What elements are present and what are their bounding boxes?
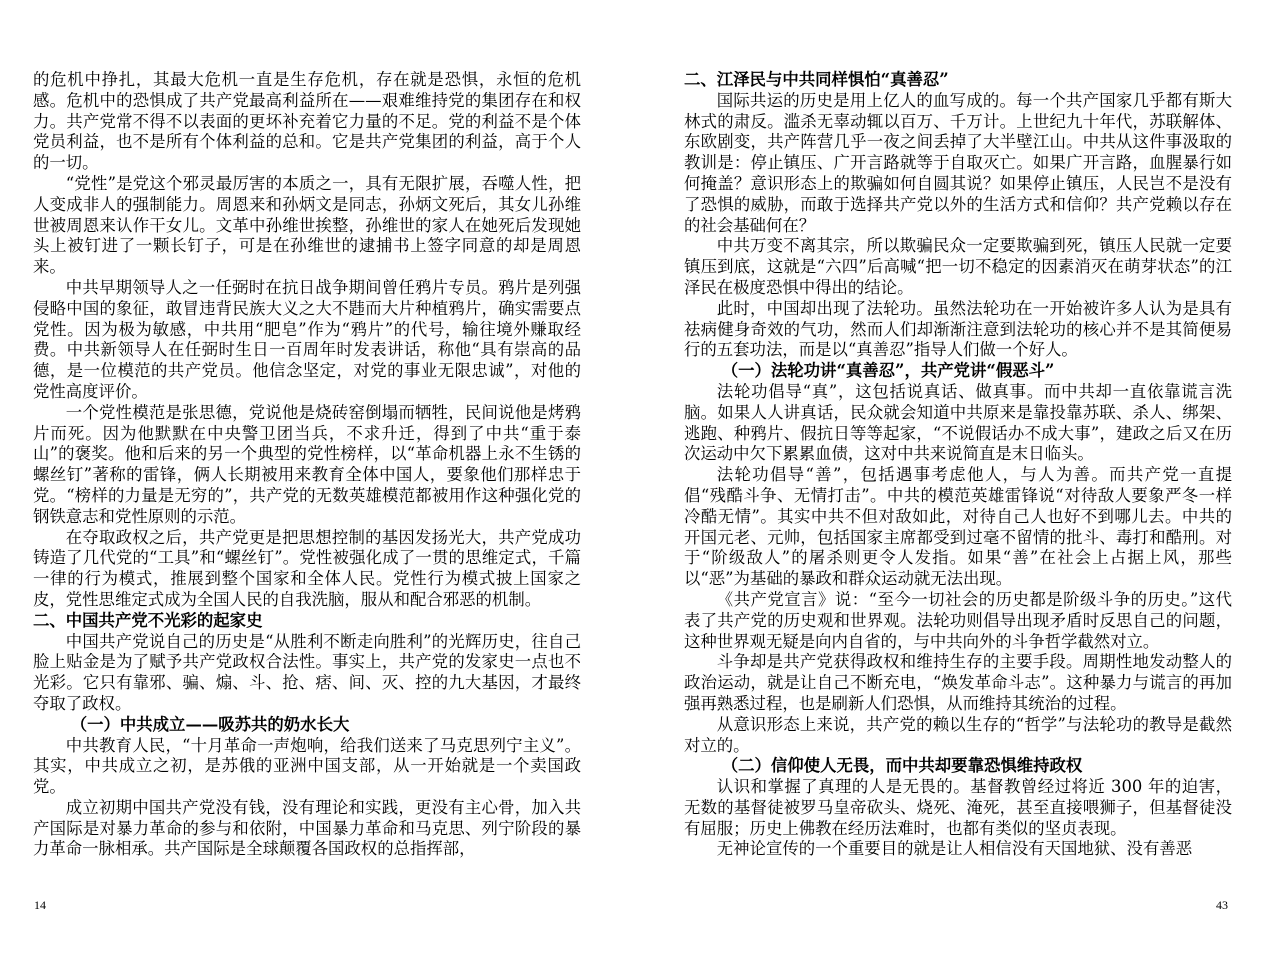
paragraph: 在夺取政权之后，共产党更是把思想控制的基因发扬光大，共产党成功铸造了几代党的“工具”和“螺丝钉”。党性被强化成了一贯的思维定式，千篇一律的行为模式，推展到整个国家和全体人民。党性行为模式披上国家之皮，党性思维定式成为全国人民的自我洗脑，服从和配合邪恶的机制。	[33, 527, 581, 609]
paragraph: 的危机中挣扎，其最大危机一直是生存危机，存在就是恐惧，永恒的危机感。危机中的恐惧成了共产党最高利益所在——艰难维持党的集团存在和权力。共产党常不得不以表面的更坏补充着它力量的不足。党的利益不是个体党员利益，也不是所有个体利益的总和。它是共产党集团的利益，高于个人的一切。	[33, 70, 581, 173]
paragraph: 斗争却是共产党获得政权和维持生存的主要手段。周期性地发动整人的政治运动，就是让自己不断充电，“焕发革命斗志”。这种暴力与谎言的再加强再熟悉过程，也是刷新人们恐惧，从而维持其统治的过程。	[684, 652, 1232, 713]
paragraph: 认识和掌握了真理的人是无畏的。基督教曾经过将近 300 年的迫害，无数的基督徒被罗马皇帝砍头、烧死、淹死，甚至直接喂狮子，但基督徒没有屈服；历史上佛教在经历法难时，也都有类似的坚贞表现。	[684, 777, 1232, 838]
section-heading: （一）法轮功讲“真善忍”，共产党讲“假恶斗”	[721, 361, 1055, 381]
paragraph: 一个党性模范是张思德，党说他是烧砖窑倒塌而牺牲，民间说他是烤鸦片而死。因为他默默在中央警卫团当兵，不求升迁，得到了中共“重于泰山”的褒奖。他和后来的另一个典型的党性榜样，以“革命机器上永不生锈的螺丝钉”著称的雷锋，俩人长期被用来教育全体中国人，要象他们那样忠于党。“榜样的力量是无穷的”，共产党的无数英雄模范都被用作这种强化党的钢铁意志和党性原则的示范。	[33, 402, 581, 526]
page-number-right: 43	[1216, 898, 1228, 912]
paragraph: 中共万变不离其宗，所以欺骗民众一定要欺骗到死，镇压人民就一定要镇压到底，这就是“六四”后高喊“把一切不稳定的因素消灭在萌芽状态”的江泽民在极度恐惧中得出的结论。	[684, 236, 1232, 297]
paragraph: 法轮功倡导“真”，这包括说真话、做真事。而中共却一直依靠谎言洗脑。如果人人讲真话，民众就会知道中共原来是靠投靠苏联、杀人、绑架、逃跑、种鸦片、假抗日等等起家，“不说假话办不成大事”，建政之后又在历次运动中欠下累累血债，这对中共来说简直是末日临头。	[684, 381, 1232, 464]
paragraph: 中共早期领导人之一任弼时在抗日战争期间曾任鸦片专员。鸦片是列强侵略中国的象征，敢冒违背民族大义之大不韪而大片种植鸦片，确实需要点党性。因为极为敏感，中共用“肥皂”作为“鸦片”的代号，输往境外赚取经费。中共新领导人在任弼时生日一百周年时发表讲话，称他“具有崇高的品德，是一位模范的共产党员。他信念坚定，对党的事业无限忠诚”，对他的党性高度评价。	[33, 277, 581, 401]
paragraph: 中国共产党说自己的历史是“从胜利不断走向胜利”的光辉历史，往自己脸上贴金是为了赋予共产党政权合法性。事实上，共产党的发家史一点也不光彩。它只有靠邪、骗、煽、斗、抢、痞、间、灭、控的九大基因，才最终夺取了政权。	[33, 631, 581, 713]
left-page	[33, 70, 581, 860]
page-number-left: 14	[34, 898, 46, 912]
paragraph: 国际共运的历史是用上亿人的血写成的。每一个共产国家几乎都有斯大林式的肃反。滥杀无辜动辄以百万、千万计。上世纪九十年代，苏联解体、东欧剧变，共产阵营几乎一夜之间丢掉了大半壁江山。中共从这件事汲取的教训是：停止镇压、广开言路就等于自取灭亡。如果广开言路，血腥暴行如何掩盖？意识形态上的欺骗如何自圆其说？如果停止镇压，人民岂不是没有了恐惧的威胁，而敢于选择共产党以外的生活方式和信仰？共产党赖以存在的社会基础何在？	[684, 90, 1232, 235]
section-heading: （二）信仰使人无畏，而中共却要靠恐惧维持政权	[721, 756, 1083, 776]
paragraph: 《共产党宣言》说：“至今一切社会的历史都是阶级斗争的历史。”这代表了共产党的历史观和世界观。法轮功则倡导出现矛盾时反思自己的问题，这种世界观无疑是向内自省的，与中共向外的斗争哲学截然对立。	[684, 589, 1232, 651]
section-heading: 二、江泽民与中共同样惧怕“真善忍”	[684, 70, 949, 89]
section-heading: 二、中国共产党不光彩的起家史	[33, 610, 263, 630]
paragraph: 成立初期中国共产党没有钱，没有理论和实践，更没有主心骨，加入共产国际是对暴力革命的参与和依附，中国暴力革命和马克思、列宁阶段的暴力革命一脉相承。共产国际是全球颠覆各国政权的总指挥部，	[33, 797, 581, 859]
paragraph: 从意识形态上来说，共产党的赖以生存的“哲学”与法轮功的教导是截然对立的。	[684, 714, 1232, 755]
paragraph: 无神论宣传的一个重要目的就是让人相信没有天国地狱、没有善恶	[716, 839, 1193, 859]
paragraph: “党性”是党这个邪灵最厉害的本质之一，具有无限扩展，吞噬人性，把人变成非人的强制能力。周恩来和孙炳文是同志，孙炳文死后，其女儿孙维世被周恩来认作干女儿。文革中孙维世挨整，孙维世的家人在她死后发现她头上被钉进了一颗长钉子，可是在孙维世的逮捕书上签字同意的却是周恩来。	[33, 173, 581, 277]
right-page	[684, 70, 1232, 860]
section-heading: （一）中共成立——吸苏共的奶水长大	[70, 714, 350, 734]
paragraph: 此时，中国却出现了法轮功。虽然法轮功在一开始被许多人认为是具有祛病健身奇效的气功，然而人们却渐渐注意到法轮功的核心并不是其简便易行的五套功法，而是以“真善忍”指导人们做一个好人。	[684, 298, 1232, 360]
paragraph: 中共教育人民，“十月革命一声炮响，给我们送来了马克思列宁主义”。其实，中共成立之初，是苏俄的亚洲中国支部，从一开始就是一个卖国政党。	[33, 735, 581, 797]
paragraph: 法轮功倡导“善”，包括遇事考虑他人，与人为善。而共产党一直提倡“残酷斗争、无情打击”。中共的模范英雄雷锋说“对待敌人要象严冬一样冷酷无情”。其实中共不但对敌如此，对待自己人也好不到哪儿去。中共的开国元老、元帅，包括国家主席都受到过毫不留情的批斗、毒打和酷刑。对于“阶级敌人”的屠杀则更令人发指。如果“善”在社会上占据上风，那些以“恶”为基础的暴政和群众运动就无法出现。	[684, 465, 1232, 589]
